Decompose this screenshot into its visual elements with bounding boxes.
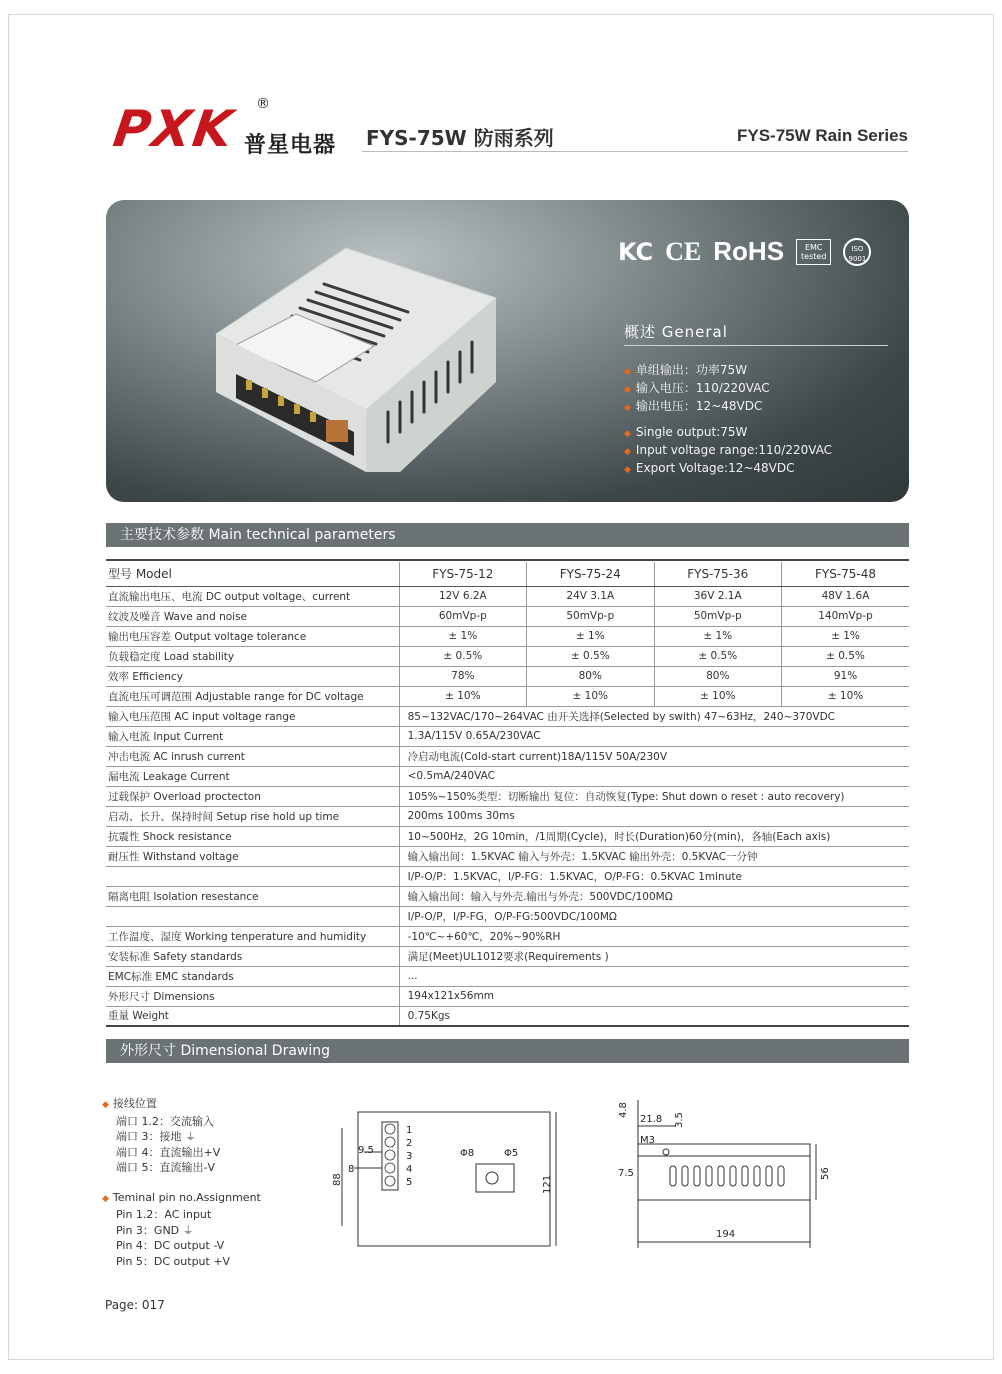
table-cell: ± 10% [527, 686, 654, 706]
table-cell: ± 10% [782, 686, 910, 706]
table-cell: 78% [399, 666, 526, 686]
table-row [106, 786, 909, 806]
dimension-label: M3 [640, 1135, 655, 1146]
table-row [106, 626, 909, 646]
diamond-bullet-icon: ◆ [102, 1193, 109, 1204]
table-row [106, 586, 909, 606]
pin-number: 3 [406, 1151, 413, 1162]
product-image [176, 242, 516, 472]
row-label: 直流输出电压、电流 DC output voltage、current [106, 586, 399, 606]
table-cell: ± 1% [654, 626, 781, 646]
table-cell: 194x121x56mm [399, 986, 909, 1006]
table-cell: 输入输出间：输入与外壳.输出与外壳：500VDC/100MΩ [399, 886, 909, 906]
section-header-dimensional: 外形尺寸 Dimensional Drawing [106, 1039, 909, 1063]
table-cell: 48V 1.6A [782, 586, 910, 606]
table-cell: ± 0.5% [654, 646, 781, 666]
row-label [106, 866, 399, 886]
table-cell: 10~500Hz，2G 10min，/1周期(Cycle)，时长(Duration)60分(min)，各轴(Each axis) [399, 826, 909, 846]
model-cell: FYS-75-12 [399, 562, 526, 586]
ce-mark-icon: CE [665, 236, 702, 266]
table-cell: ± 0.5% [782, 646, 910, 666]
top-view-drawing [326, 1104, 566, 1254]
row-label: 工作温度、湿度 Working tenperature and humidity [106, 926, 399, 946]
list-item: Pin 4：DC output -V [116, 1239, 225, 1252]
list-item: ◆ Input voltage range:110/220VAC [624, 443, 833, 457]
table-row [106, 766, 909, 786]
row-label: 冲击电流 AC inrush current [106, 746, 399, 766]
hero-banner [106, 200, 909, 502]
ground-icon: ⏚ [185, 1130, 196, 1143]
table-row [106, 806, 909, 826]
general-divider [624, 345, 888, 346]
table-row [106, 726, 909, 746]
row-label: 输入电流 Input Current [106, 726, 399, 746]
dimension-label: 194 [716, 1229, 736, 1240]
table-row [106, 686, 909, 706]
table-row [106, 826, 909, 846]
list-item: 端口 5：直流输出-V [116, 1161, 215, 1174]
table-cell: 24V 3.1A [527, 586, 654, 606]
model-label: 型号 Model [106, 562, 399, 586]
side-view-drawing [606, 1096, 836, 1256]
diamond-bullet-icon: ◆ [624, 429, 631, 439]
pin-number: 5 [406, 1177, 413, 1188]
table-cell: I/P-O/P：1.5KVAC，I/P-FG：1.5KVAC，O/P-FG：0.5KVAC 1minute [399, 866, 909, 886]
kc-mark-icon: KC [618, 237, 654, 266]
rohs-mark-icon: RoHS [713, 236, 785, 266]
list-item: ◆ Single output:75W [624, 425, 748, 439]
table-cell: 0.75Kgs [399, 1006, 909, 1026]
list-item: Pin 3：GND ⏚ [116, 1223, 194, 1237]
row-label: 过载保护 Overload proctecton [106, 786, 399, 806]
table-cell: 85~132VAC/170~264VAC 由开关选择(Selected by swith) 47~63Hz，240~370VDC [399, 706, 909, 726]
dimension-label: 121 [542, 1174, 553, 1194]
dimension-label: 56 [820, 1167, 831, 1180]
logo-chinese-name: 普星电器 [244, 133, 337, 158]
table-cell: ± 0.5% [527, 646, 654, 666]
dimension-label: 8 [348, 1164, 355, 1175]
row-label: 输入电压范围 AC input voltage range [106, 706, 399, 726]
table-cell: 12V 6.2A [399, 586, 526, 606]
row-label: 外形尺寸 Dimensions [106, 986, 399, 1006]
table-cell: 36V 2.1A [654, 586, 781, 606]
ground-icon: ⏚ [182, 1223, 194, 1237]
certification-logos [618, 236, 871, 267]
parameters-table [106, 562, 909, 1027]
table-cell: ± 10% [399, 686, 526, 706]
table-row [106, 666, 909, 686]
row-label: 耐压性 Withstand voltage [106, 846, 399, 866]
dimension-label: 88 [332, 1173, 343, 1186]
table-cell: 输入输出间：1.5KVAC 输入与外壳：1.5KVAC 输出外壳：0.5KVAC一分钟 [399, 846, 909, 866]
table-cell: 140mVp-p [782, 606, 910, 626]
table-top-rule [106, 559, 909, 561]
table-cell: -10℃~+60℃，20%~90%RH [399, 926, 909, 946]
emc-label: EMC [804, 242, 823, 252]
row-label: 抗震性 Shock resistance [106, 826, 399, 846]
row-label: 纹波及噪音 Wave and noise [106, 606, 399, 626]
model-cell: FYS-75-48 [782, 562, 910, 586]
pin-head-en: ◆ Teminal pin no.Assignment [102, 1190, 261, 1204]
iso-label: ISO [851, 244, 864, 253]
table-row [106, 846, 909, 866]
pin-number: 4 [406, 1164, 413, 1175]
dimension-label: Φ8 [460, 1148, 475, 1159]
table-cell: 满足(Meet)UL1012要求(Requirements ) [399, 946, 909, 966]
row-label: 隔离电阻 Isolation resestance [106, 886, 399, 906]
table-cell: 80% [654, 666, 781, 686]
table-cell: 50mVp-p [654, 606, 781, 626]
table-row [106, 886, 909, 906]
table-row [106, 946, 909, 966]
dimension-label: 4.8 [618, 1102, 629, 1118]
table-row [106, 906, 909, 926]
list-item: ◆ 输出电压：12~48VDC [624, 399, 763, 413]
list-item: ◆ 输入电压：110/220VAC [624, 381, 770, 395]
table-row [106, 1006, 909, 1026]
row-label: 重量 Weight [106, 1006, 399, 1026]
table-row [106, 986, 909, 1006]
list-item: ◆ Export Voltage:12~48VDC [624, 461, 795, 475]
table-cell: 60mVp-p [399, 606, 526, 626]
dimension-label: 3.5 [674, 1112, 685, 1128]
row-label: 启动、长升、保持时间 Setup rise hold up time [106, 806, 399, 826]
table-row [106, 562, 909, 586]
table-row [106, 966, 909, 986]
page-number: Page: 017 [105, 1298, 165, 1312]
dimension-label: 21.8 [640, 1114, 663, 1125]
table-row [106, 746, 909, 766]
list-item: Pin 1.2：AC input [116, 1208, 212, 1221]
pin-head-cn: ◆ 接线位置 [102, 1097, 157, 1110]
logo-mark: PXK [109, 100, 239, 158]
table-cell: ± 10% [654, 686, 781, 706]
list-item: 端口 4：直流输出+V [116, 1145, 221, 1159]
table-row [106, 706, 909, 726]
row-label: 效率 Efficiency [106, 666, 399, 686]
table-cell: 200ms 100ms 30ms [399, 806, 909, 826]
general-list [624, 362, 832, 478]
registered-mark: ® [256, 96, 270, 112]
table-cell: 105%~150%类型：切断输出 复位：自动恢复(Type: Shut down o reset : auto recovery) [399, 786, 909, 806]
table-cell: 91% [782, 666, 910, 686]
iso9001-icon [843, 238, 871, 266]
diamond-bullet-icon: ◆ [624, 385, 631, 395]
diamond-bullet-icon: ◆ [102, 1100, 109, 1110]
list-item: ◆ 单组输出：功率75W [624, 363, 748, 377]
list-item: 端口 3：接地 ⏚ [116, 1130, 196, 1143]
diamond-bullet-icon: ◆ [624, 447, 631, 457]
table-cell: 1.3A/115V 0.65A/230VAC [399, 726, 909, 746]
table-cell: 50mVp-p [527, 606, 654, 626]
diamond-bullet-icon: ◆ [624, 465, 631, 475]
iso-number: 9001 [848, 254, 867, 263]
model-cell: FYS-75-36 [654, 562, 781, 586]
table-row [106, 866, 909, 886]
brand-logo [109, 96, 337, 158]
pin-number: 2 [406, 1138, 413, 1149]
row-label: 漏电流 Leakage Current [106, 766, 399, 786]
list-item: 端口 1.2：交流输入 [116, 1114, 214, 1128]
header-divider [362, 151, 908, 152]
row-label: 输出电压容差 Output voltage tolerance [106, 626, 399, 646]
terminal-pin-assignment [102, 1096, 261, 1269]
table-row [106, 646, 909, 666]
section-header-parameters: 主要技术参数 Main technical parameters [106, 523, 909, 547]
pin-number: 1 [406, 1125, 413, 1136]
page-title-cn: FYS-75W 防雨系列 [366, 126, 554, 150]
table-row [106, 606, 909, 626]
row-label: 直流电压可调范围 Adjustable range for DC voltage [106, 686, 399, 706]
table-cell: ... [399, 966, 909, 986]
model-cell: FYS-75-24 [527, 562, 654, 586]
row-label: 安装标准 Safety standards [106, 946, 399, 966]
emc-tested-icon [796, 239, 831, 265]
dimension-label: 7.5 [618, 1168, 634, 1179]
table-cell: ± 1% [782, 626, 910, 646]
list-item: Pin 5：DC output +V [116, 1254, 231, 1268]
row-label: EMC标准 EMC standards [106, 966, 399, 986]
general-title: 概述 General [624, 323, 728, 341]
table-row [106, 926, 909, 946]
row-label: 负载稳定度 Load stability [106, 646, 399, 666]
table-cell: 80% [527, 666, 654, 686]
table-cell: ± 1% [399, 626, 526, 646]
dimension-label: Φ5 [504, 1148, 519, 1159]
diamond-bullet-icon: ◆ [624, 367, 631, 377]
table-cell: ± 1% [527, 626, 654, 646]
emc-tested-label: tested [801, 251, 827, 261]
table-cell: <0.5mA/240VAC [399, 766, 909, 786]
table-cell: 冷启动电流(Cold-start current)18A/115V 50A/230V [399, 746, 909, 766]
dimension-label: 9.5 [358, 1145, 374, 1156]
page-title-en: FYS-75W Rain Series [736, 126, 908, 145]
diamond-bullet-icon: ◆ [624, 403, 631, 413]
table-cell: I/P-O/P，I/P-FG，O/P-FG:500VDC/100MΩ [399, 906, 909, 926]
table-cell: ± 0.5% [399, 646, 526, 666]
row-label [106, 906, 399, 926]
